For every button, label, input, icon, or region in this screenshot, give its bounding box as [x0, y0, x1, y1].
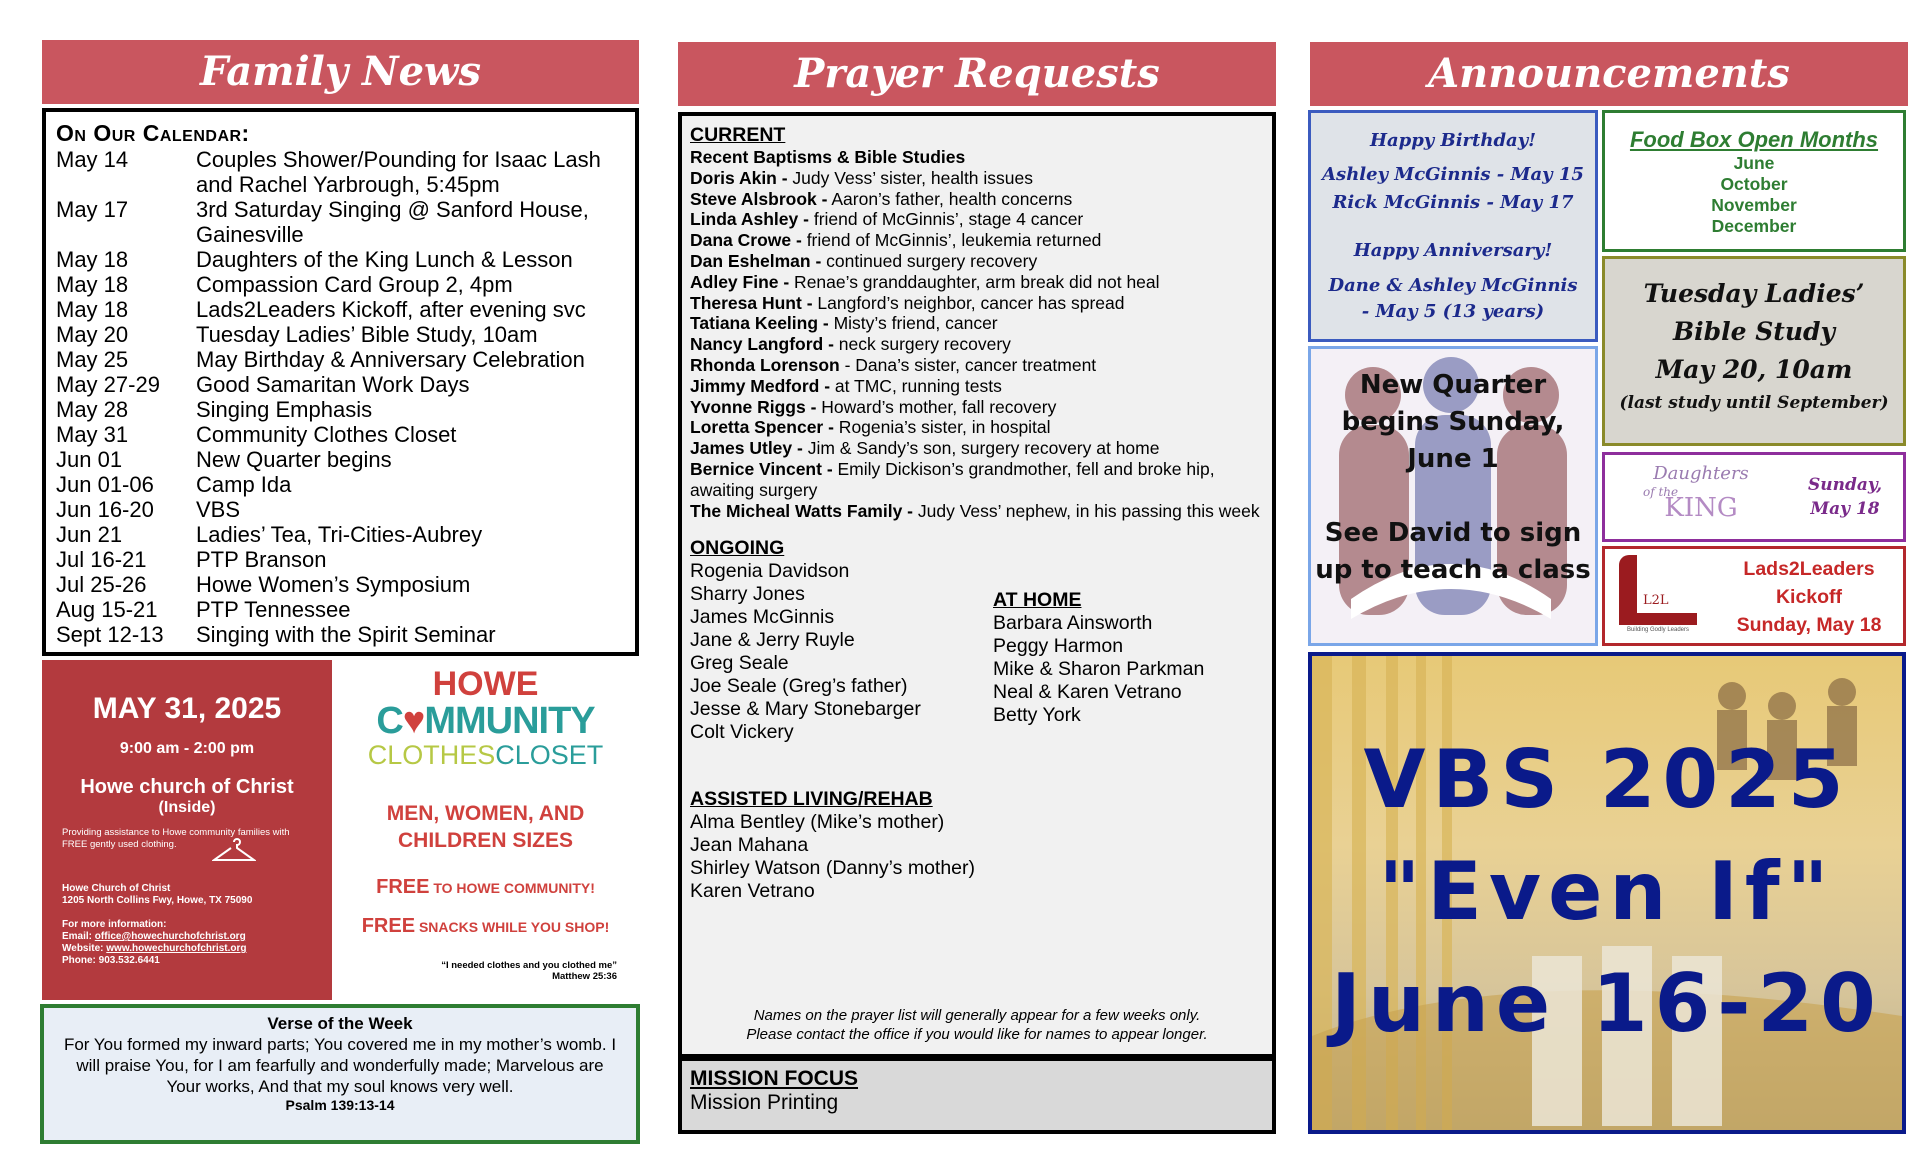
logo-mmunity: MMUNITY [424, 700, 595, 742]
prayer-note: Emily Dickison’s grandmother, fell and broke hip, awaiting surgery [690, 458, 1215, 500]
prayer-note: Howard’s mother, fall recovery [816, 396, 1057, 417]
calendar-date: Jun 01 [56, 447, 123, 472]
calendar-event: Ladies’ Tea, Tri-Cities-Aubrey [196, 522, 483, 547]
ongoing-item: Jesse & Mary Stonebarger [690, 698, 921, 721]
calendar-date: Jun 21 [56, 522, 123, 547]
l2l-logo [1613, 555, 1703, 639]
new-quarter-box [1308, 346, 1598, 646]
calendar-event: VBS [196, 497, 241, 522]
daughters-logo-2: of the [1643, 485, 1679, 499]
prayer-item [690, 438, 1264, 459]
prayer-item [690, 334, 1264, 355]
calendar-date: May 18 [56, 297, 129, 322]
calendar-row [56, 422, 625, 447]
prayer-note-line-2: Please contact the office if you would like for names to appear longer. [746, 1026, 1208, 1043]
flyer-venue: Howe church of Christ [80, 776, 294, 798]
l2l-text [1715, 555, 1903, 639]
calendar-event: PTP Tennessee [196, 597, 351, 622]
prayer-note: friend of McGinnis’, leukemia returned [801, 230, 1102, 251]
foodbox-month: December [1711, 216, 1797, 236]
athome-item: Neal & Karen Vetrano [993, 681, 1182, 704]
flyer-free-1 [332, 876, 639, 899]
calendar-row [56, 572, 625, 597]
athome-item: Mike & Sharon Parkman [993, 658, 1205, 681]
prayer-item [690, 417, 1264, 438]
flyer-sizes: MEN, WOMEN, AND CHILDREN SIZES [386, 802, 585, 852]
calendar-row [56, 547, 625, 572]
prayer-item [690, 168, 1264, 189]
prayer-note: Jim & Sandy’s son, surgery recovery at home [802, 438, 1160, 459]
calendar-date: May 20 [56, 322, 129, 347]
ongoing-item: Rogenia Davidson [690, 560, 850, 583]
anniversary-title: Happy Anniversary! [1353, 240, 1553, 261]
mission-title: MISSION FOCUS [690, 1067, 859, 1090]
verse-title: Verse of the Week [267, 1014, 413, 1033]
prayer-name: Dan Eshelman - [690, 250, 822, 271]
quarter-line-2: See David to sign up to teach a class [1315, 518, 1591, 585]
calendar-box [42, 108, 639, 656]
verse-text: For You formed my inward parts; You covered me in my mother’s womb. I will praise You, for I am fearfully and wonderfully made; Marvelous are Your works, And that my soul knows very well. [63, 1035, 617, 1096]
prayer-item [690, 397, 1264, 418]
quarter-line-1: New Quarter begins Sunday, June 1 [1341, 370, 1565, 474]
calendar-row [56, 522, 625, 547]
calendar-event: Good Samaritan Work Days [196, 372, 470, 397]
prayer-name: Theresa Hunt - [690, 292, 813, 313]
current-subtitle: Recent Baptisms & Bible Studies [690, 147, 966, 167]
ongoing-list [690, 560, 993, 744]
calendar-date: May 27-29 [56, 372, 160, 397]
flyer-address: 1205 North Collins Fwy, Howe, TX 75090 [62, 895, 253, 906]
daughters-logo-1: Daughters [1653, 463, 1749, 484]
verse-reference: Psalm 139:13-14 [285, 1097, 395, 1113]
calendar-row [56, 197, 625, 247]
family-news-header: Family News [42, 40, 639, 104]
calendar-date: May 31 [56, 422, 129, 447]
prayer-note-line-1: Names on the prayer list will generally appear for a few weeks only. [753, 1007, 1201, 1024]
prayer-note [682, 1006, 1272, 1044]
calendar-event: Howe Women’s Symposium [196, 572, 471, 597]
prayer-note: Aaron’s father, health concerns [827, 188, 1073, 209]
l2l-line-3: Sunday, May 18 [1736, 614, 1882, 636]
daughters-logo [1631, 465, 1771, 521]
flyer-time: 9:00 am - 2:00 pm [119, 740, 255, 757]
lads2leaders-box [1602, 546, 1906, 646]
mission-box [678, 1058, 1276, 1134]
flyer-date: MAY 31, 2025 [92, 692, 282, 725]
calendar-event: Compassion Card Group 2, 4pm [196, 272, 513, 297]
calendar-event: Camp Ida [196, 472, 292, 497]
calendar-row [56, 297, 625, 322]
calendar-date: Aug 15-21 [56, 597, 158, 622]
prayer-note: neck surgery recovery [833, 334, 1011, 355]
prayer-name: The Micheal Watts Family - [690, 500, 914, 521]
athome-list [993, 612, 1204, 727]
prayer-name: Nancy Langford - [690, 334, 834, 355]
calendar-date: May 28 [56, 397, 129, 422]
prayer-item [690, 189, 1264, 210]
calendar-date: Jul 16-21 [56, 547, 147, 572]
vbs-line-3: June 16-20 [1331, 957, 1883, 1050]
flyer-email-row [62, 931, 312, 943]
calendar-row [56, 347, 625, 372]
logo-clothes: CLOTHES [367, 740, 496, 770]
heart-icon: ♥ [402, 700, 425, 742]
logo-c: C [376, 700, 403, 742]
free-label-2: FREE [361, 915, 416, 937]
logo-clothes-closet [332, 740, 639, 770]
flyer-venue-note: (Inside) [158, 799, 216, 816]
flyer-free-2 [332, 915, 639, 938]
prayer-name: Steve Alsbrook - [690, 188, 828, 209]
ongoing-title: ONGOING [690, 537, 785, 560]
prayer-name: Bernice Vincent - [690, 458, 833, 479]
foodbox-box [1602, 110, 1906, 252]
hanger-icon [212, 838, 256, 864]
vbs-text [1312, 724, 1902, 1060]
prayer-item [690, 313, 1264, 334]
vbs-line-1: VBS 2025 [1363, 733, 1851, 826]
assisted-item: Shirley Watson (Danny’s mother) [690, 857, 976, 880]
logo-howe: HOWE [432, 665, 539, 703]
calendar-date: Jun 01-06 [56, 472, 154, 497]
daughters-box [1602, 452, 1906, 542]
calendar-date: May 18 [56, 247, 129, 272]
calendar-date: May 25 [56, 347, 129, 372]
clothes-closet-flyer-right [332, 660, 639, 1000]
prayer-name: Rhonda Lorenson [690, 354, 840, 375]
calendar-row [56, 322, 625, 347]
flyer-phone-row [62, 955, 312, 967]
assisted-item: Jean Mahana [690, 834, 809, 857]
prayer-item [690, 251, 1264, 272]
calendar-event: 3rd Saturday Singing @ Sanford House, Gainesville [196, 197, 589, 247]
anniversary-line: Dane & Ashley McGinnis - May 5 (13 years) [1328, 275, 1578, 322]
l2l-tagline: Building Godly Leaders [1626, 627, 1690, 633]
calendar-row [56, 372, 625, 397]
phone-value: 903.532.6441 [98, 955, 160, 966]
vbs-line-2: "Even If" [1378, 845, 1836, 938]
calendar-row [56, 597, 625, 622]
calendar-date: Jun 16-20 [56, 497, 154, 522]
foodbox-months [1605, 153, 1903, 237]
calendar-event: New Quarter begins [196, 447, 392, 472]
prayer-note: Rogenia’s sister, in hospital [833, 417, 1051, 438]
calendar-event: Daughters of the King Lunch & Lesson [196, 247, 573, 272]
assisted-item: Karen Vetrano [690, 880, 815, 903]
mission-text: Mission Printing [690, 1091, 839, 1114]
free-text-1: TO HOWE COMMUNITY! [429, 880, 595, 896]
foodbox-month: June [1733, 153, 1775, 173]
birthday-title: Happy Birthday! [1369, 130, 1537, 151]
calendar-row [56, 472, 625, 497]
prayer-item [690, 355, 1264, 376]
athome-title: AT HOME [993, 589, 1082, 612]
ladies-bible-study-box [1602, 256, 1906, 446]
vbs-box [1308, 652, 1906, 1134]
prayer-name: Yvonne Riggs - [690, 396, 817, 417]
assisted-title: ASSISTED LIVING/REHAB [690, 788, 933, 811]
prayer-item [690, 501, 1264, 522]
birthday-box [1308, 110, 1598, 342]
athome-item: Barbara Ainsworth [993, 612, 1153, 635]
calendar-event: PTP Branson [196, 547, 327, 572]
current-list [690, 168, 1264, 522]
calendar-event: Community Clothes Closet [196, 422, 457, 447]
flyer-description: Providing assistance to Howe community families with FREE gently used clothing. [62, 827, 290, 850]
daughters-date: Sunday, May 18 [1807, 475, 1883, 519]
calendar-event: Tuesday Ladies’ Bible Study, 10am [196, 322, 538, 347]
calendar-event: Lads2Leaders Kickoff, after evening svc [196, 297, 586, 322]
l2l-logo-text: L2L [1643, 593, 1669, 608]
quarter-text [1311, 367, 1595, 589]
ongoing-item: Joe Seale (Greg’s father) [690, 675, 908, 698]
daughters-logo-3: KING [1664, 493, 1738, 523]
prayer-note: friend of McGinnis’, stage 4 cancer [808, 209, 1084, 230]
prayer-item [690, 293, 1264, 314]
athome-item: Betty York [993, 704, 1081, 727]
ladies-line-3: May 20, 10am [1655, 355, 1853, 384]
prayer-item [690, 376, 1264, 397]
foodbox-title: Food Box Open Months [1629, 127, 1879, 152]
prayer-note: continued surgery recovery [821, 250, 1038, 271]
ongoing-item: James McGinnis [690, 606, 835, 629]
flyer-address-name: Howe Church of Christ [62, 883, 171, 894]
calendar-row [56, 247, 625, 272]
prayer-name: Tatiana Keeling - [690, 313, 829, 334]
free-text-2: SNACKS WHILE YOU SHOP! [415, 919, 610, 935]
website-link[interactable]: www.howechurchofchrist.org [106, 943, 247, 954]
prayer-note: Judy Vess’ sister, health issues [787, 167, 1034, 188]
l2l-line-2: Kickoff [1775, 586, 1843, 608]
logo-community [332, 702, 639, 740]
prayer-note: - Dana’s sister, cancer treatment [839, 354, 1097, 375]
prayer-note: at TMC, running tests [830, 375, 1002, 396]
calendar-date: Jul 25-26 [56, 572, 147, 597]
calendar-event: May Birthday & Anniversary Celebration [196, 347, 585, 372]
logo-closet: CLOSET [495, 740, 604, 770]
verse-box [40, 1004, 640, 1144]
email-label: Email: [62, 931, 93, 942]
prayer-item [690, 230, 1264, 251]
calendar-date: May 14 [56, 147, 129, 172]
prayer-item [690, 459, 1264, 501]
free-label-1: FREE [376, 876, 430, 898]
calendar-event: Couples Shower/Pounding for Isaac Lash and Rachel Yarbrough, 5:45pm [196, 147, 601, 197]
flyer-quote-ref: Matthew 25:36 [552, 971, 617, 982]
prayer-name: Loretta Spencer - [690, 417, 834, 438]
prayer-name: Jimmy Medford - [690, 375, 831, 396]
l2l-logo-base [1619, 613, 1697, 625]
website-label: Website: [62, 943, 104, 954]
birthday-line-2: Rick McGinnis - May 17 [1332, 192, 1574, 213]
calendar-list [56, 147, 625, 647]
assisted-item: Alma Bentley (Mike’s mother) [690, 811, 945, 834]
prayer-note: Langford’s neighbor, cancer has spread [812, 292, 1125, 313]
flyer-website-row [62, 943, 312, 955]
calendar-title: On Our Calendar: [56, 120, 250, 146]
prayer-note: Renae’s granddaughter, arm break did not heal [789, 271, 1160, 292]
calendar-row [56, 272, 625, 297]
prayer-name: Doris Akin - [690, 167, 788, 188]
prayer-note: Judy Vess’ nephew, in his passing this week [913, 500, 1260, 521]
prayer-box [678, 112, 1276, 1058]
ongoing-item: Jane & Jerry Ruyle [690, 629, 855, 652]
prayer-requests-header: Prayer Requests [678, 42, 1276, 106]
current-title: CURRENT [690, 124, 786, 146]
announcements-header: Announcements [1310, 42, 1908, 106]
clothes-closet-flyer-left [42, 660, 332, 1000]
prayer-note: Misty’s friend, cancer [828, 313, 998, 334]
l2l-line-1: Lads2Leaders [1743, 558, 1875, 580]
calendar-date: Sept 12-13 [56, 622, 164, 647]
athome-item: Peggy Harmon [993, 635, 1124, 658]
ladies-line-1: Tuesday Ladies’ [1643, 279, 1865, 308]
ongoing-column [690, 537, 993, 744]
foodbox-month: October [1720, 174, 1788, 194]
prayer-item [690, 209, 1264, 230]
calendar-row [56, 622, 625, 647]
calendar-date: May 18 [56, 272, 129, 297]
ongoing-item: Greg Seale [690, 652, 789, 675]
calendar-date: May 17 [56, 197, 129, 222]
ladies-line-2: Bible Study [1673, 317, 1835, 346]
ongoing-item: Sharry Jones [690, 583, 805, 606]
email-link[interactable]: office@howechurchofchrist.org [94, 931, 246, 942]
calendar-row [56, 497, 625, 522]
calendar-row [56, 447, 625, 472]
phone-label: Phone: [62, 955, 96, 966]
ladies-line-4: (last study until September) [1619, 393, 1889, 413]
birthday-line-1: Ashley McGinnis - May 15 [1322, 164, 1584, 185]
flyer-more-info: For more information: [62, 919, 167, 930]
foodbox-month: November [1711, 195, 1797, 215]
flyer-quote: “I needed clothes and you clothed me” [441, 960, 617, 971]
calendar-row [56, 397, 625, 422]
prayer-name: James Utley - [690, 438, 803, 459]
assisted-list [690, 811, 1264, 903]
prayer-item [690, 272, 1264, 293]
prayer-name: Adley Fine - [690, 271, 790, 292]
prayer-name: Linda Ashley - [690, 209, 809, 230]
calendar-row [56, 147, 625, 197]
athome-column [993, 537, 1204, 744]
calendar-event: Singing Emphasis [196, 397, 373, 422]
ongoing-item: Colt Vickery [690, 721, 794, 744]
prayer-name: Dana Crowe - [690, 230, 802, 251]
calendar-event: Singing with the Spirit Seminar [196, 622, 496, 647]
